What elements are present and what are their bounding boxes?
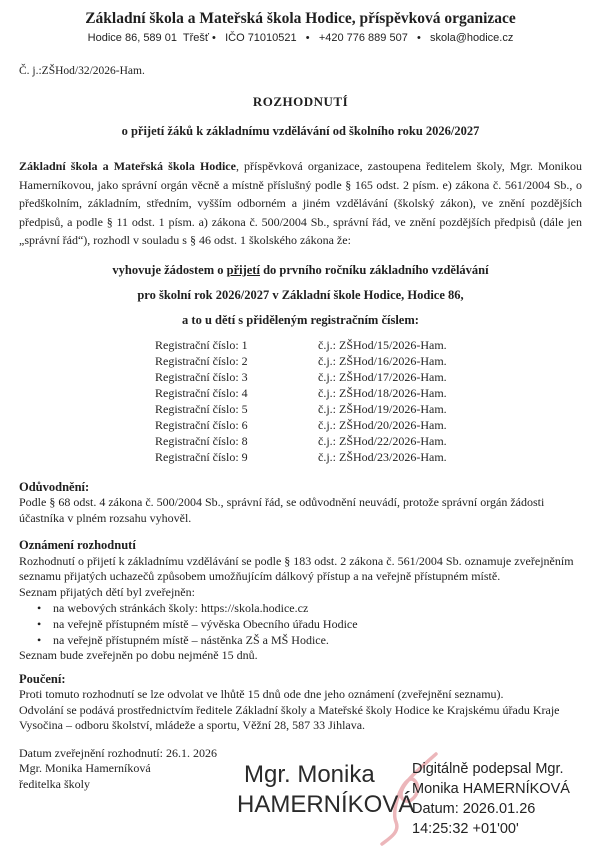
registration-ref: č.j.: ZŠHod/23/2026-Ham. — [318, 449, 447, 464]
list-item-text: na veřejně přístupném místě – nástěnka ZŠ a MŠ Hodice. — [53, 633, 329, 647]
reference-number: Č. j.:ZŠHod/32/2026-Ham. — [19, 65, 145, 77]
pouceni-text-2: Odvolání se podává prostřednictvím ředitele Základní školy a Mateřské školy Hodice ke Krajskému úřadu Kraje Vysočina – odboru školství, mládeže a sportu, Věžní 28, 587 33 Jihlava. — [19, 702, 560, 732]
digital-signature-details — [412, 759, 570, 839]
document-subtitle: o přijetí žáků k základnímu vzdělávání od školního roku 2026/2027 — [121, 124, 480, 138]
registration-list — [155, 337, 582, 465]
oznameni-list-intro: Seznam přijatých dětí byl zveřejněn: — [19, 584, 195, 599]
list-item-text: na veřejně přístupném místě – vývěska Obecního úřadu Hodice — [53, 617, 358, 631]
registration-ref: č.j.: ZŠHod/17/2026-Ham. — [318, 369, 447, 384]
registration-ref: č.j.: ZŠHod/19/2026-Ham. — [318, 401, 447, 416]
registration-number: Registrační číslo: 1 — [155, 337, 248, 352]
bullet-icon: • — [37, 617, 42, 631]
signer-name: Mgr. Monika Hamerníková — [19, 761, 151, 775]
registration-number: Registrační číslo: 9 — [155, 449, 248, 464]
verdict-line-1-after: do prvního ročníku základního vzdělávání — [259, 262, 489, 277]
registration-row — [155, 449, 582, 465]
school-contact-line: Hodice 86, 589 01 Třešť • IČO 71010521 • +420 776 889 507 • skola@hodice.cz — [87, 32, 514, 44]
list-item-text: na webových stránkách školy: https://skola.hodice.cz — [53, 601, 309, 615]
signature-detail-line-4: 14:25:32 +01'00' — [412, 821, 519, 837]
verdict-block — [19, 262, 582, 328]
signer-role: ředitelka školy — [19, 776, 90, 791]
oznameni-heading: Oznámení rozhodnutí — [19, 538, 136, 552]
registration-row — [155, 417, 582, 433]
list-item — [19, 616, 582, 632]
publication-list — [19, 600, 582, 648]
intro-paragraph — [19, 157, 582, 250]
intro-text: , příspěvková organizace, zastoupena ředitelem školy, Mgr. Monikou Hamerníkovou, jako správní orgán věcně a místně příslušný podle § 165 odst. 2 písm. e) zákona č. 561/2004 Sb., o předškolním, základním, středním, vyšším odborném a jiném vzdělávání (školský zákon), ve znění pozdějších předpisů, a podle § 11 odst. 1 písm. a) zákona č. 500/2004 Sb., správní řád, ve znění pozdějších předpisů (dále jen „správní řád“), rozhodl v souladu s § 46 odst. 1 školského zákona že: — [19, 159, 582, 247]
registration-row — [155, 369, 582, 385]
registration-row — [155, 385, 582, 401]
signature-name-line-2: HAMERNÍKOVÁ — [237, 791, 415, 818]
list-item — [19, 632, 582, 648]
registration-ref: č.j.: ZŠHod/15/2026-Ham. — [318, 337, 447, 352]
signature-detail-line-2: Monika HAMERNÍKOVÁ — [412, 781, 570, 797]
oznameni-list-outro: Seznam bude zveřejněn po dobu nejméně 15 dnů. — [19, 648, 258, 662]
registration-ref: č.j.: ZŠHod/18/2026-Ham. — [318, 385, 447, 400]
registration-row — [155, 433, 582, 449]
bullet-icon: • — [37, 633, 42, 647]
registration-ref: č.j.: ZŠHod/22/2026-Ham. — [318, 433, 447, 448]
registration-number: Registrační číslo: 3 — [155, 369, 248, 384]
verdict-line-2: pro školní rok 2026/2027 v Základní škole Hodice, Hodice 86, — [137, 287, 464, 302]
intro-school-name-bold: Základní škola a Mateřská škola Hodice — [19, 159, 236, 173]
verdict-line-1 — [19, 262, 582, 278]
school-name: Základní škola a Mateřská škola Hodice, příspěvková organizace — [85, 10, 516, 27]
signature-detail-line-3: Datum: 2026.01.26 — [412, 801, 536, 817]
signature-detail-line-1: Digitálně podepsal Mgr. — [412, 761, 564, 777]
publication-date: Datum zveřejnění rozhodnutí: 26.1. 2026 — [19, 745, 217, 760]
registration-number: Registrační číslo: 5 — [155, 401, 248, 416]
document-title: ROZHODNUTÍ — [252, 94, 349, 109]
registration-ref: č.j.: ZŠHod/16/2026-Ham. — [318, 353, 447, 368]
registration-number: Registrační číslo: 2 — [155, 353, 248, 368]
oduvodneni-heading: Odůvodnění: — [19, 479, 90, 494]
registration-row — [155, 353, 582, 369]
pouceni-heading: Poučení: — [19, 671, 66, 686]
verdict-line-3: a to u dětí s přiděleným registračním číslem: — [182, 312, 419, 327]
registration-number: Registrační číslo: 8 — [155, 433, 248, 448]
registration-ref: č.j.: ZŠHod/20/2026-Ham. — [318, 417, 447, 432]
list-item — [19, 600, 582, 616]
signature-name-line-1: Mgr. Monika — [244, 761, 375, 788]
digital-signature-name — [237, 760, 414, 820]
registration-number: Registrační číslo: 6 — [155, 417, 248, 432]
registration-row — [155, 401, 582, 417]
bullet-icon: • — [37, 601, 42, 615]
pouceni-text-1: Proti tomuto rozhodnutí se lze odvolat ve lhůtě 15 dnů ode dne jeho oznámení (zveřejnění seznamu). — [19, 687, 504, 701]
registration-row — [155, 337, 582, 353]
oduvodneni-text: Podle § 68 odst. 4 zákona č. 500/2004 Sb., správní řád, se odůvodnění neuvádí, protože správní orgán žádosti účastníka v plném rozsahu vyhověl. — [19, 495, 545, 525]
oznameni-text: Rozhodnutí o přijetí k základnímu vzdělávání se podle § 183 odst. 2 zákona č. 561/2004 Sb. oznamuje zveřejněním seznamu přijatých uchazečů způsobem umožňujícím dálkový přístup a na veřejně přístupném místě. — [19, 553, 574, 583]
registration-number: Registrační číslo: 4 — [155, 385, 248, 400]
verdict-line-1-underlined: přijetí — [226, 262, 260, 277]
verdict-line-1-before: vyhovuje žádostem o — [112, 262, 227, 277]
